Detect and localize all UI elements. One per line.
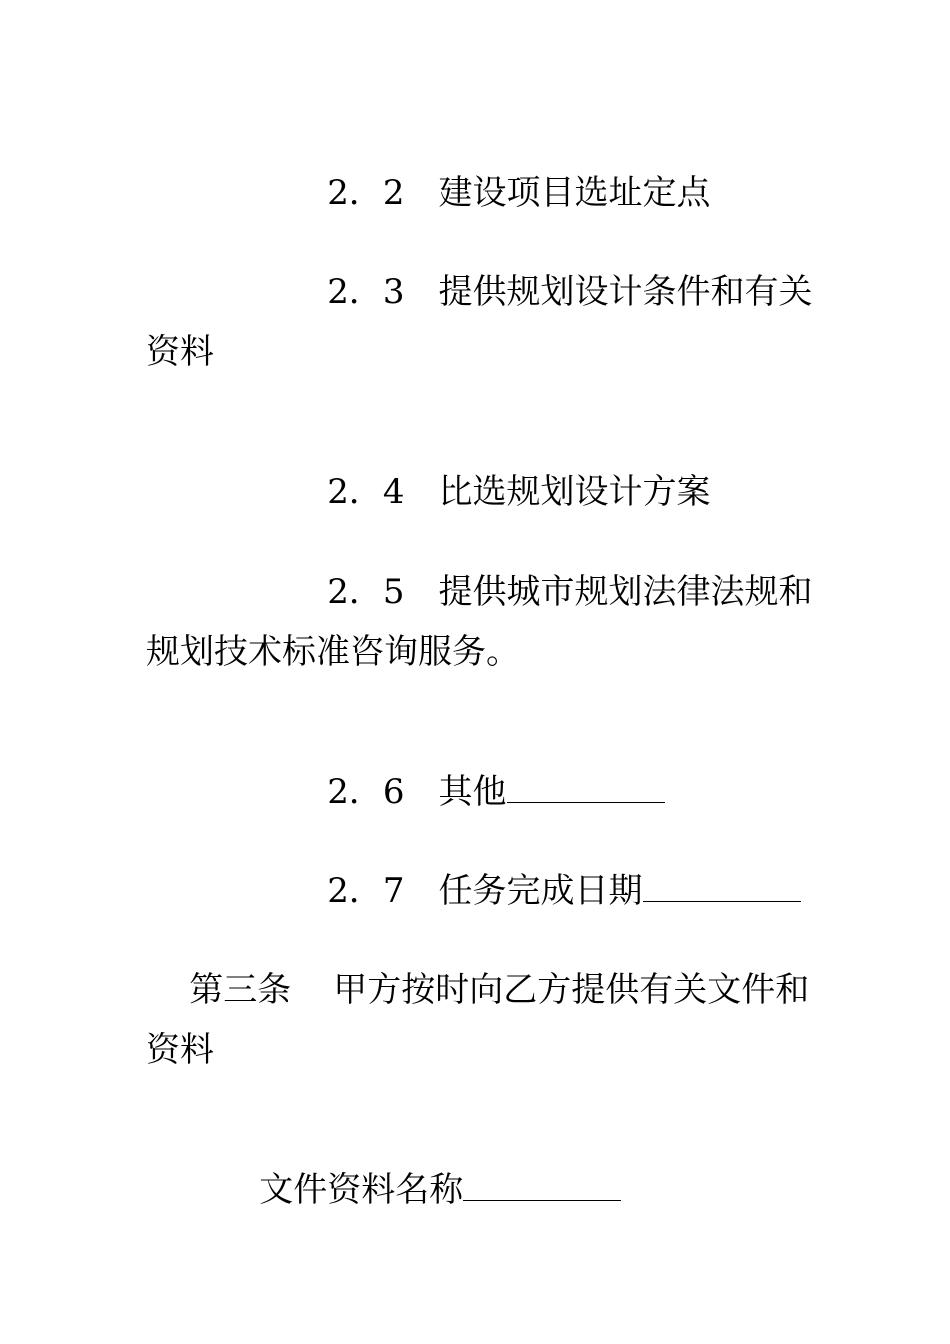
item-text: 比选规划设计方案 xyxy=(438,472,711,512)
item-number: 2．4 xyxy=(327,472,405,512)
item-number: 2．6 xyxy=(327,772,405,812)
item-number: 2．7 xyxy=(327,871,405,911)
item-number: 2．2 xyxy=(327,173,405,213)
item-2-3 xyxy=(284,232,813,352)
article-text: 甲方按时向乙方提供有关文件和 xyxy=(333,970,810,1010)
item-text: 提供规划设计条件和有关 xyxy=(438,272,813,312)
file-name-field xyxy=(216,1130,621,1250)
article-3 xyxy=(146,930,809,1050)
item-text: 任务完成日期 xyxy=(438,871,643,911)
article-3-continuation: 资料 xyxy=(146,1030,214,1070)
item-text: 提供城市规划法律法规和 xyxy=(438,572,813,612)
fill-in-blank[interactable] xyxy=(463,1170,621,1201)
fill-in-blank[interactable] xyxy=(507,772,665,803)
fill-in-blank[interactable] xyxy=(643,871,801,902)
field-label: 文件资料名称 xyxy=(259,1170,464,1210)
item-2-5-continuation: 规划技术标准咨询服务。 xyxy=(146,632,520,672)
article-heading: 第三条 xyxy=(189,970,292,1010)
item-text: 建设项目选址定点 xyxy=(438,173,711,213)
item-number: 2．5 xyxy=(327,572,405,612)
item-2-3-continuation: 资料 xyxy=(146,332,214,372)
item-number: 2．3 xyxy=(327,272,405,312)
item-text: 其他 xyxy=(438,772,507,812)
